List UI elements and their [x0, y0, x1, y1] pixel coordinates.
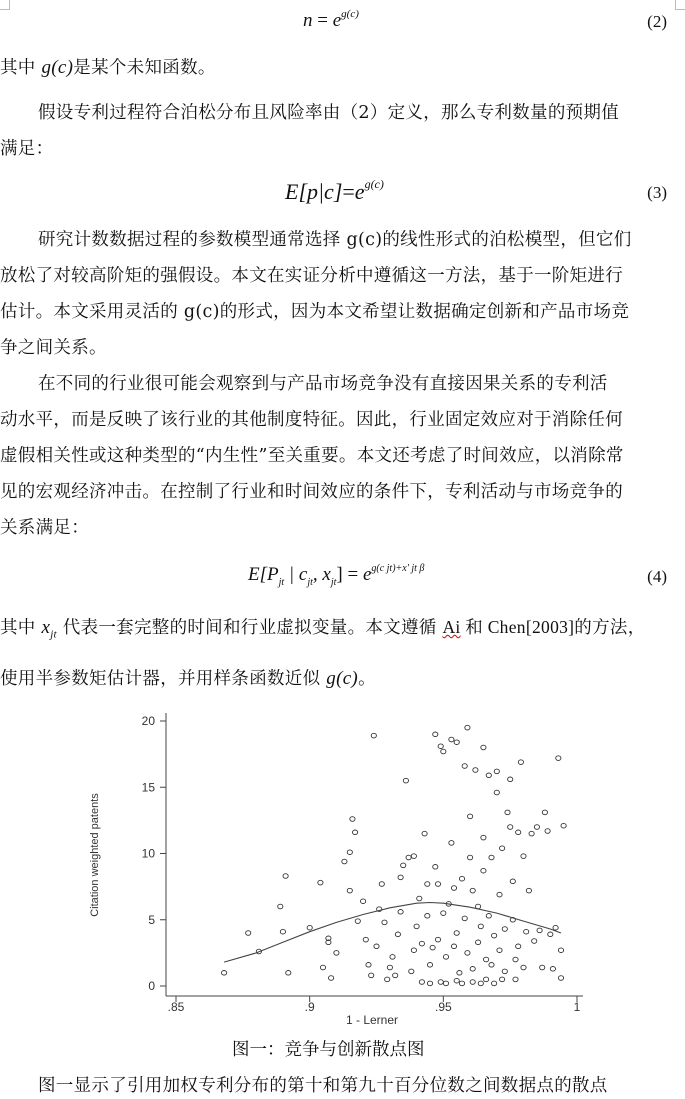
data-point: [435, 882, 440, 887]
data-point: [526, 888, 531, 893]
data-point: [286, 971, 291, 976]
data-point: [390, 955, 395, 960]
data-point: [529, 831, 534, 836]
data-point: [401, 863, 406, 868]
data-point: [334, 951, 339, 956]
data-point: [449, 841, 454, 846]
data-point: [465, 725, 470, 730]
data-point: [489, 855, 494, 860]
data-point: [553, 925, 558, 930]
data-point: [502, 969, 507, 974]
data-point: [361, 899, 366, 904]
data-point: [454, 931, 459, 936]
x-tick-label: 1: [573, 1000, 581, 1014]
data-point: [406, 855, 411, 860]
data-point: [492, 981, 497, 986]
math-g-c: g(c): [326, 668, 359, 689]
x-axis-ticks: [168, 996, 581, 1014]
equation-3-number: (3): [647, 183, 667, 202]
data-point: [283, 874, 288, 879]
data-point: [492, 933, 497, 938]
data-point: [422, 831, 427, 836]
eq4-sub: jt: [307, 576, 313, 588]
data-point: [459, 981, 464, 986]
data-point: [278, 904, 283, 909]
page-corner-mark-left: [0, 0, 10, 10]
data-point: [411, 948, 416, 953]
data-point: [246, 931, 251, 936]
paragraph-fixed-effects-line-4: 见的宏观经济冲击。在控制了行业和时间效应的条件下，专利活动与市场竞争的: [0, 482, 623, 502]
data-point: [521, 854, 526, 859]
data-point: [486, 773, 491, 778]
chart-axes: [166, 713, 583, 996]
data-point: [427, 981, 432, 986]
data-point: [558, 976, 563, 981]
eq3-lhs: E[p|c]: [285, 179, 343, 204]
data-point: [497, 948, 502, 953]
data-point: [484, 977, 489, 982]
paragraph-fixed-effects-line-1: 在不同的行业很可能会观察到与产品市场竞争没有直接因果关系的专利活: [38, 374, 608, 394]
data-point: [393, 973, 398, 978]
data-point: [521, 965, 526, 970]
data-point: [454, 978, 459, 983]
data-point: [534, 825, 539, 830]
data-point: [505, 810, 510, 815]
data-point: [470, 980, 475, 985]
data-point: [478, 924, 483, 929]
data-point: [516, 944, 521, 949]
scatter-chart: [0, 700, 685, 1030]
eq3-base: e: [354, 179, 365, 204]
data-point: [462, 764, 467, 769]
y-tick-label: 15: [141, 780, 155, 795]
data-point: [347, 888, 352, 893]
equation-2-number: (2): [647, 12, 667, 31]
data-point: [443, 981, 448, 986]
data-point: [451, 886, 456, 891]
data-point: [425, 882, 430, 887]
data-point: [320, 965, 325, 970]
paragraph-fixed-effects-line-3: 虚假相关性或这种类型的“内生性”至关重要。本文还考虑了时间效应，以消除常: [0, 446, 624, 466]
data-point: [427, 963, 432, 968]
data-point: [369, 973, 374, 978]
data-point: [438, 744, 443, 749]
math-sub-jt: jt: [50, 628, 57, 641]
equation-4: [248, 563, 424, 588]
data-point: [403, 778, 408, 783]
paragraph-figure-description: 图一显示了引用加权专利分布的第十和第九十百分位数之间数据点的散点: [38, 1076, 608, 1096]
data-point: [371, 733, 376, 738]
data-point: [481, 745, 486, 750]
paragraph-spline: [0, 665, 376, 690]
data-point: [307, 925, 312, 930]
data-point: [508, 777, 513, 782]
data-point: [366, 963, 371, 968]
data-point: [441, 911, 446, 916]
data-point: [430, 945, 435, 950]
data-point: [374, 944, 379, 949]
paragraph-poisson-line-1: 假设专利过程符合泊松分布且风险率由（2）定义，那么专利数量的预期值: [38, 103, 620, 123]
data-point: [318, 880, 323, 885]
paragraph-dummies: [0, 614, 646, 641]
data-point: [382, 920, 387, 925]
y-tick-label: 0: [148, 979, 155, 993]
figure-caption: 图一：竞争与创新散点图: [232, 1040, 425, 1060]
equation-2: $n = e^{g(c)}$: [303, 8, 359, 31]
data-point: [417, 896, 422, 901]
eq4-part: ] =: [336, 564, 363, 585]
data-point: [481, 835, 486, 840]
data-point: [470, 888, 475, 893]
data-point: [524, 929, 529, 934]
paragraph-fixed-effects-line-5: 关系满足：: [0, 518, 89, 538]
data-point: [468, 855, 473, 860]
text: 其中: [0, 58, 42, 78]
data-point: [470, 967, 475, 972]
x-tick-label: .85: [167, 1000, 185, 1014]
data-point: [478, 981, 483, 986]
data-point: [500, 977, 505, 982]
data-point: [222, 971, 227, 976]
data-point: [411, 854, 416, 859]
data-point: [379, 882, 384, 887]
data-point: [451, 944, 456, 949]
author-ai-spellcheck: Ai: [442, 617, 461, 637]
data-point: [516, 830, 521, 835]
data-point: [561, 823, 566, 828]
data-point: [347, 850, 352, 855]
equation-3: $E[p|c]=e^{g(c)}$: [285, 177, 384, 204]
eq4-sub: jt: [278, 576, 285, 588]
data-point: [459, 876, 464, 881]
eq4-part: , x: [312, 564, 331, 585]
data-point: [497, 892, 502, 897]
data-point: [476, 940, 481, 945]
data-point: [443, 955, 448, 960]
data-point: [457, 971, 462, 976]
y-tick-label: 10: [141, 846, 155, 861]
y-axis-ticks: [142, 714, 166, 993]
data-point: [494, 790, 499, 795]
data-point: [329, 976, 334, 981]
data-point: [395, 932, 400, 937]
page-corner-mark-right: [675, 0, 685, 10]
y-tick-label: 5: [148, 912, 155, 927]
x-tick-label: .95: [434, 1000, 452, 1014]
data-point: [513, 957, 518, 962]
eq4-base: e: [362, 564, 372, 585]
data-point: [500, 846, 505, 851]
paragraph-poisson-line-2: 满足：: [0, 139, 54, 159]
text: 是某个未知函数。: [73, 58, 216, 78]
data-point: [489, 963, 494, 968]
text: 代表一套完整的时间和行业虚拟变量。本文遵循: [56, 618, 443, 638]
data-point: [486, 914, 491, 919]
data-point: [414, 924, 419, 929]
spline-fit-line: [224, 903, 561, 963]
data-point: [398, 875, 403, 880]
data-point: [409, 969, 414, 974]
data-point: [481, 868, 486, 873]
data-point: [355, 919, 360, 924]
data-point: [537, 928, 542, 933]
data-point: [433, 732, 438, 737]
eq4-part: E[P: [248, 564, 279, 585]
y-axis-label: Citation weighted patents: [89, 793, 101, 917]
data-point: [550, 967, 555, 972]
eq2-base: e: [332, 10, 342, 31]
math-x: x: [41, 617, 51, 638]
paragraph-model-line-2: 放松了对较高阶矩的强假设。本文在实证分析中遵循这一方法，基于一阶矩进行: [0, 266, 623, 286]
data-point: [425, 914, 430, 919]
data-point: [449, 737, 454, 742]
data-point: [465, 951, 470, 956]
paragraph-g-unknown: [0, 54, 216, 79]
data-point: [545, 829, 550, 834]
data-point: [518, 760, 523, 765]
data-point: [435, 937, 440, 942]
data-point: [462, 916, 467, 921]
eq3-exponent: g(c): [364, 177, 384, 191]
paragraph-model-line-3: 估计。本文采用灵活的 g(c)的形式，因为本文希望让数据确定创新和产品市场竞: [0, 302, 630, 322]
text: 和 Chen[2003]的方法，: [460, 617, 646, 637]
data-point: [280, 929, 285, 934]
paragraph-model-line-4: 争之间关系。: [0, 338, 107, 358]
x-tick-label: .9: [304, 1000, 315, 1014]
data-point: [441, 749, 446, 754]
data-point: [363, 937, 368, 942]
data-point: [558, 948, 563, 953]
data-point: [540, 965, 545, 970]
equation-4-number: (4): [647, 567, 667, 586]
data-point: [532, 939, 537, 944]
math-g-c: g(c): [41, 57, 74, 78]
data-point: [342, 859, 347, 864]
x-axis-label: 1 - Lerner: [345, 1013, 399, 1027]
data-point: [419, 941, 424, 946]
data-point: [454, 740, 459, 745]
data-point: [502, 927, 507, 932]
data-point: [542, 810, 547, 815]
text: 其中: [0, 618, 42, 638]
data-point: [438, 980, 443, 985]
data-point: [468, 814, 473, 819]
data-point: [548, 932, 553, 937]
paragraph-model-line-1: 研究计数数据过程的参数模型通常选择 g(c)的线性形式的泊松模型，但它们: [38, 230, 632, 250]
data-point: [508, 825, 513, 830]
data-point: [494, 769, 499, 774]
data-point: [513, 977, 518, 982]
data-point: [387, 965, 392, 970]
paragraph-fixed-effects-line-2: 动水平，而是反映了该行业的其他制度特征。因此，行业固定效应对于消除任何: [0, 410, 623, 430]
text: 。: [358, 669, 376, 689]
data-point: [398, 910, 403, 915]
eq4-sub: jt: [330, 576, 337, 588]
y-tick-label: 20: [141, 714, 155, 728]
eq4-part: | c: [284, 564, 308, 585]
text: 使用半参数矩估计器，并用样条函数近似: [0, 669, 327, 689]
eq2-exponent: g(c): [341, 8, 359, 20]
data-point: [484, 957, 489, 962]
data-point: [473, 768, 478, 773]
eq4-exponent: g(c jt)+x' jt β: [371, 563, 425, 574]
data-point: [433, 865, 438, 870]
data-point: [419, 980, 424, 985]
data-point: [510, 879, 515, 884]
data-point: [556, 756, 561, 761]
data-point: [385, 977, 390, 982]
eq2-lhs: n: [303, 10, 313, 31]
data-point: [350, 817, 355, 822]
data-point: [353, 830, 358, 835]
